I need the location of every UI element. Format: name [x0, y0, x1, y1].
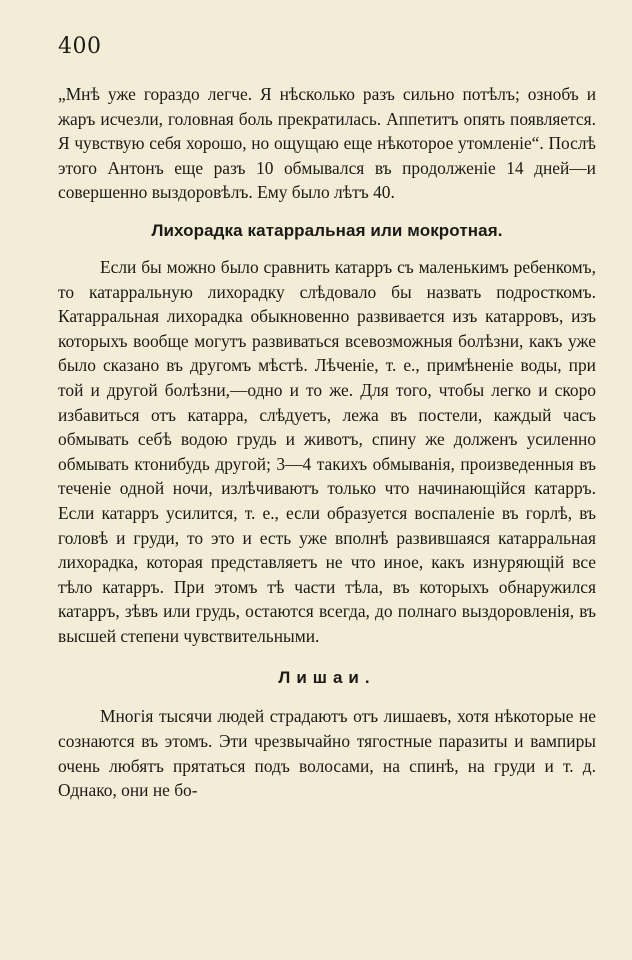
paragraph-lichens: Многія тысячи людей страдаютъ отъ лишаевъ, хотя нѣкоторые не сознаются въ этомъ. Эти чрезвычайно тягостные паразиты и вампиры очень любятъ прятаться подъ волосами, на спинѣ, на груди и т. д. Однако, они не бо-	[58, 706, 596, 801]
page-number: 400	[58, 34, 102, 59]
paragraph-recovery-account: „Мнѣ уже гораздо легче. Я нѣсколько разъ сильно потѣлъ; ознобъ и жаръ исчезли, головная боль прекратилась. Аппетитъ опять появляется. Я чувствую себя хорошо, но ощущаю еще нѣкоторое утомленіе“. Послѣ этого Антонъ еще разъ 10 обмывался въ продолженіе 14 дней—и совершенно выздоровѣлъ. Ему было лѣтъ 40.	[58, 84, 596, 203]
paragraph-catarrhal-fever: Если бы можно было сравнить катарръ съ маленькимъ ребенкомъ, то катарральную лихорадку слѣдовало бы назвать подросткомъ. Катарральная лихорадка обыкновенно развивается изъ катарровъ, изъ которыхъ вообще могутъ развиваться всевозможныя болѣзни, какъ уже было сказано въ другомъ мѣстѣ. Лѣченіе, т. е., примѣненіе воды, при той и другой болѣзни,—одно и то же. Для того, чтобы легко и скоро избавиться отъ катарра, слѣдуетъ, лежа въ постели, каждый часъ обмывать себѣ водою грудь и животъ, спину же долженъ усиленно обмывать ктонибудь другой; 3—4 такихъ обмыванія, произведенныя въ теченіе одной ночи, излѣчиваютъ только что начинающійся катарръ. Если катарръ усилится, т. е., если образуется воспаленіе въ горлѣ, въ головѣ и груди, то это и есть уже вполнѣ развившаяся катарральная лихорадка, которая представляетъ не что иное, какъ изнуряющій все тѣло катарръ. При этомъ тѣ части тѣла, въ которыхъ обнаружился катарръ, зѣвъ или грудь, остаются всегда, до полнаго выздоровленія, въ высшей степени чувствительными.	[58, 256, 596, 646]
section-heading-lichens: Лишаи.	[278, 668, 376, 688]
section-heading-catarrhal-fever: Лихорадка катарральная или мокротная.	[151, 220, 503, 240]
